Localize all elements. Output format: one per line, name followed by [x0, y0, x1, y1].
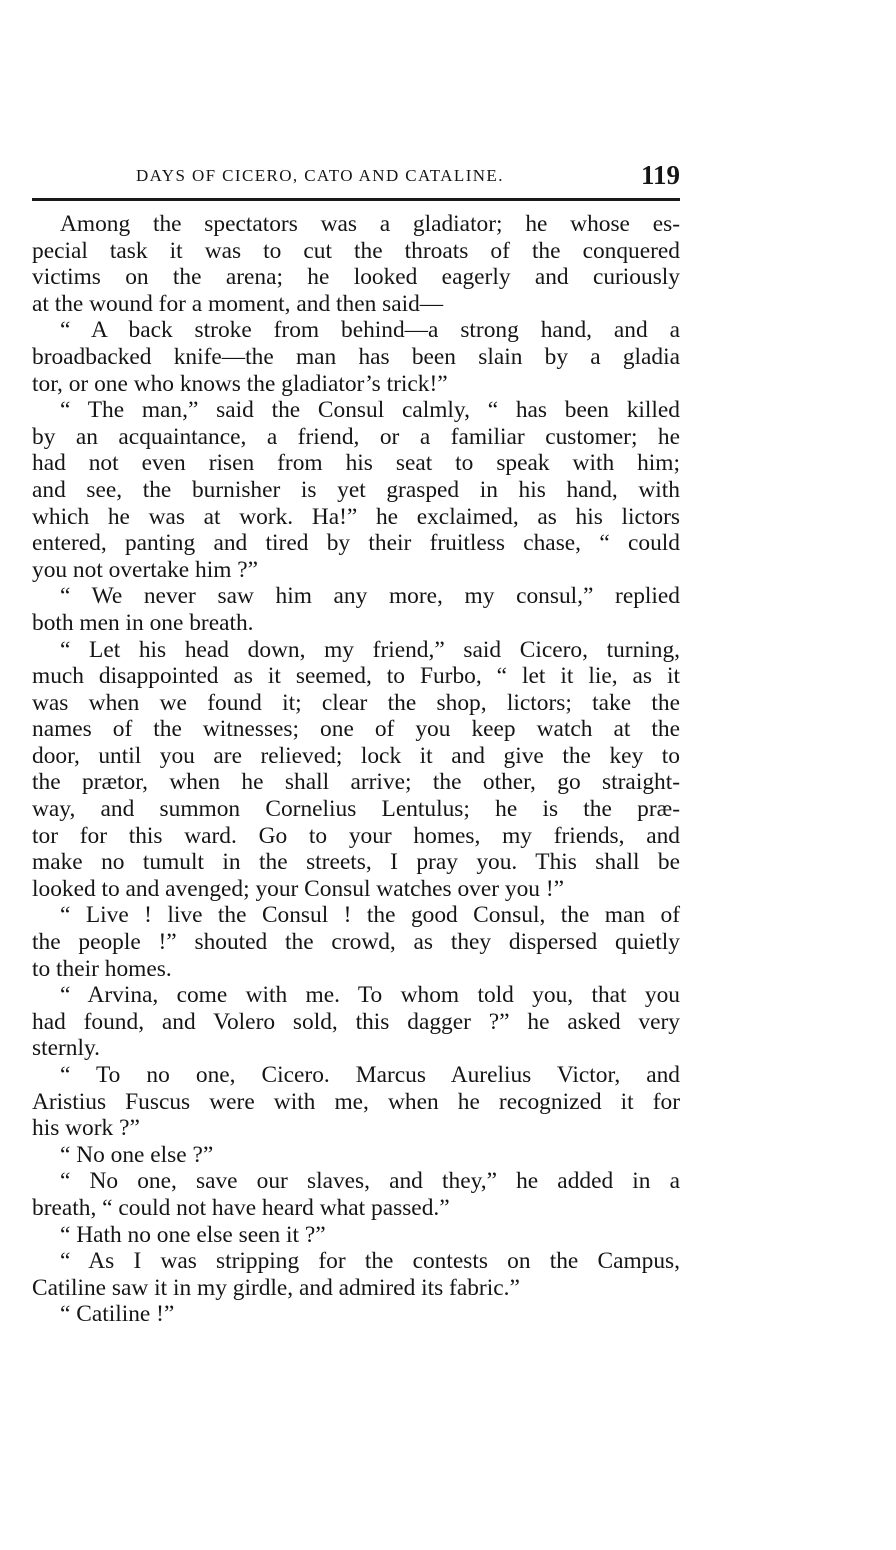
text-line: “ Catiline !” — [60, 1301, 175, 1328]
text-line: breath, “ could not have heard what passed.” — [32, 1194, 450, 1221]
text-line: had not even risen from his seat to speak with him; — [32, 450, 680, 477]
text-line: “ Live ! live the Consul ! the good Consul, the man of — [60, 902, 680, 929]
text-line: pecial task it was to cut the throats of the conquered — [32, 237, 680, 264]
text-line: the people !” shouted the crowd, as they dispersed quietly — [32, 929, 680, 956]
text-line: Aristius Fuscus were with me, when he recognized it for — [32, 1088, 680, 1115]
text-line: “ As I was stripping for the contests on the Campus, — [60, 1248, 680, 1275]
text-line: entered, panting and tired by their fruitless chase, “ could — [32, 530, 680, 557]
text-line: Catiline saw it in my girdle, and admired its fabric.” — [32, 1274, 520, 1301]
text-line: names of the witnesses; one of you keep watch at the — [32, 716, 680, 743]
text-line: both men in one breath. — [32, 609, 254, 636]
header-rule — [32, 198, 680, 201]
text-line: “ The man,” said the Consul calmly, “ has been killed — [60, 397, 680, 424]
text-line: “ Hath no one else seen it ?” — [60, 1221, 326, 1248]
text-line: victims on the arena; he looked eagerly and curiously — [32, 264, 680, 291]
text-line: sternly. — [32, 1035, 100, 1062]
text-line: “ A back stroke from behind—a strong hand, and a — [60, 317, 680, 344]
text-line: which he was at work. Ha!” he exclaimed, as his lictors — [32, 503, 680, 530]
text-line: tor for this ward. Go to your homes, my friends, and — [32, 822, 680, 849]
text-line: looked to and avenged; your Consul watches over you !” — [32, 875, 564, 902]
text-line: make no tumult in the streets, I pray you. This shall be — [32, 849, 680, 876]
text-line: Among the spectators was a gladiator; he whose es- — [60, 211, 680, 237]
text-line: tor, or one who knows the gladiator’s trick!” — [32, 370, 448, 397]
running-title: DAYS OF CICERO, CATO AND CATALINE. — [136, 166, 504, 185]
text-line: and see, the burnisher is yet grasped in his hand, with — [32, 476, 680, 503]
text-line: “ We never saw him any more, my consul,” replied — [60, 583, 680, 610]
text-line: way, and summon Cornelius Lentulus; he is the præ- — [32, 796, 680, 823]
text-line: his work ?” — [32, 1115, 140, 1142]
text-line: “ Arvina, come with me. To whom told you, that you — [60, 982, 680, 1009]
text-line: much disappointed as it seemed, to Furbo, “ let it lie, as it — [32, 663, 680, 690]
text-line: you not overtake him ?” — [32, 556, 259, 583]
text-line: broadbacked knife—the man has been slain by a gladia — [32, 343, 680, 370]
text-line: at the wound for a moment, and then said— — [32, 290, 444, 317]
text-line: “ Let his head down, my friend,” said Cicero, turning, — [60, 636, 680, 663]
text-line: by an acquaintance, a friend, or a familiar customer; he — [32, 423, 680, 450]
text-line: to their homes. — [32, 955, 172, 982]
text-line: “ No one else ?” — [60, 1141, 214, 1168]
text-line: was when we found it; clear the shop, lictors; take the — [32, 689, 680, 716]
text-line: the prætor, when he shall arrive; the other, go straight- — [32, 769, 680, 796]
page-number: 119 — [640, 160, 680, 190]
text-line: “ No one, save our slaves, and they,” he added in a — [60, 1168, 680, 1195]
running-head — [32, 160, 680, 192]
text-line: door, until you are relieved; lock it and give the key to — [32, 742, 680, 769]
body-text — [32, 211, 680, 1328]
text-line: had found, and Volero sold, this dagger ?” he asked very — [32, 1008, 680, 1035]
text-line: “ To no one, Cicero. Marcus Aurelius Victor, and — [60, 1062, 680, 1088]
